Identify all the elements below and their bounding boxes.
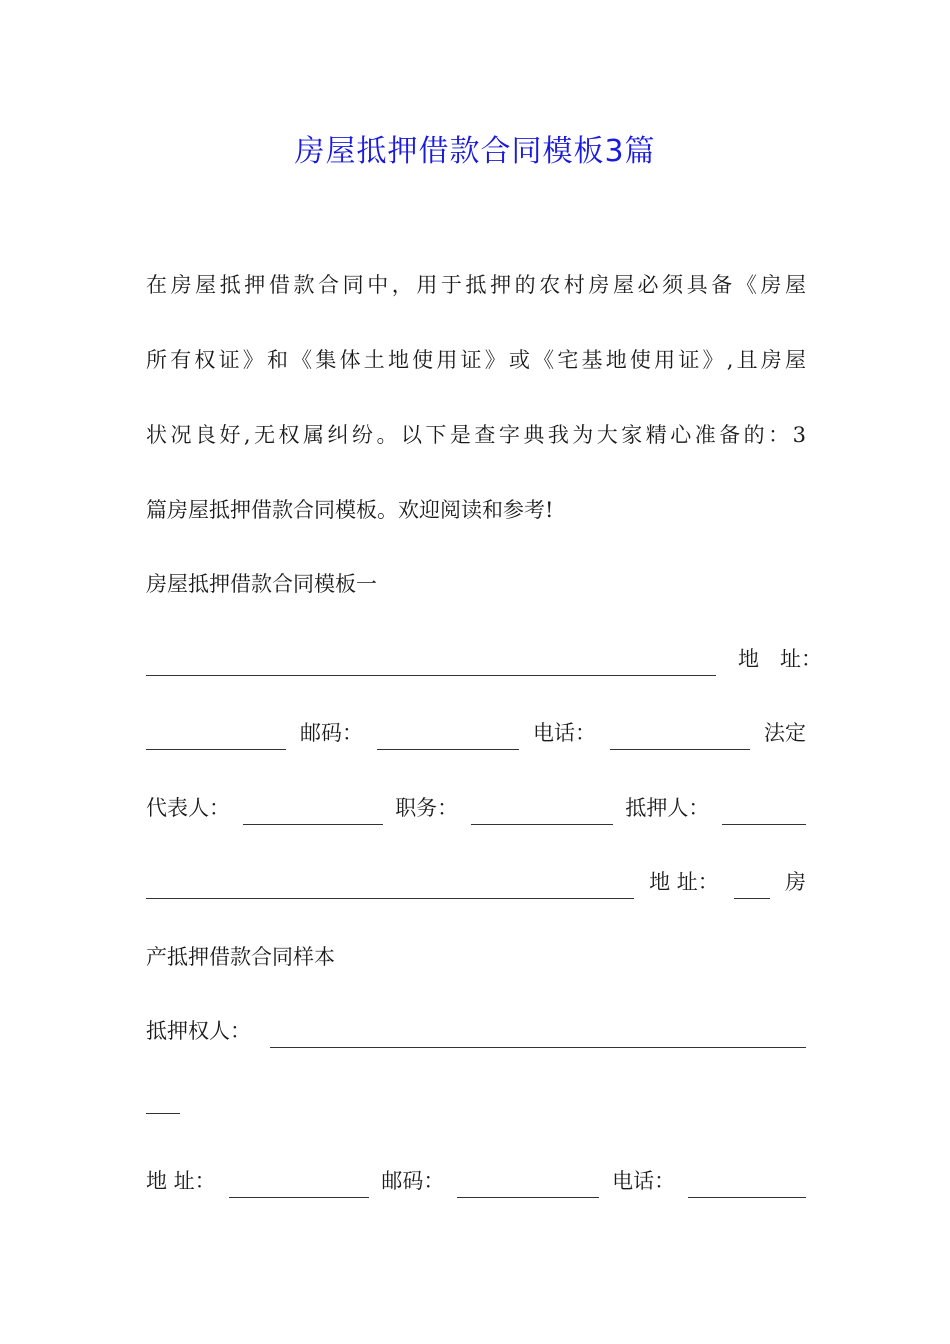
postcode-blank <box>377 725 519 750</box>
address-label-3: 地 址： <box>146 1169 216 1193</box>
mortgagee-label: 抵押权人： <box>146 1019 251 1043</box>
house-prefix: 房 <box>784 870 806 894</box>
intro-line-4: 篇房屋抵押借款合同模板。欢迎阅读和参考! <box>146 498 554 522</box>
position-label: 职务： <box>395 796 459 820</box>
mortgagor-blank <box>722 800 806 825</box>
legal-rep-label: 代表人： <box>146 796 230 820</box>
phone-label-2: 电话： <box>612 1169 676 1193</box>
phone-blank-2 <box>688 1173 806 1198</box>
form-row-4 <box>146 865 806 899</box>
section-heading: 房屋抵押借款合同模板一 <box>146 572 377 596</box>
form-row-2 <box>146 716 806 750</box>
intro-line-1: 在房屋抵押借款合同中，用于抵押的农村房屋必须具备《房屋 <box>146 273 806 297</box>
postcode-label-2: 邮码： <box>381 1169 445 1193</box>
sample-title: 产抵押借款合同样本 <box>146 945 335 969</box>
address-label: 地 址： <box>738 647 822 671</box>
form-row-7 <box>146 1164 806 1198</box>
legal-rep-prefix: 法定 <box>764 721 806 745</box>
address-blank <box>734 874 770 899</box>
mortgagor-label: 抵押人： <box>625 796 710 820</box>
intro-line-2: 所有权证》和《集体土地使用证》或《宅基地使用证》,且房屋 <box>146 348 806 372</box>
legal-rep-blank <box>243 800 383 825</box>
address-label-2: 地 址： <box>649 870 719 894</box>
postcode-blank-2 <box>457 1173 599 1198</box>
intro-line-3: 状况良好,无权属纠纷。以下是查字典我为大家精心准备的：3 <box>146 423 806 447</box>
address-blank-3 <box>229 1173 369 1198</box>
phone-label: 电话： <box>533 721 596 745</box>
form-row-5 <box>146 1014 806 1048</box>
form-row-3 <box>146 791 806 825</box>
postcode-label: 邮码： <box>300 721 363 745</box>
form-row-6 <box>146 1089 806 1123</box>
mortgagee-blank-continued <box>146 1089 180 1114</box>
form-row-1 <box>146 642 822 676</box>
phone-blank <box>610 725 750 750</box>
blank-field <box>146 651 716 676</box>
blank-field <box>146 725 286 750</box>
mortgagee-blank <box>270 1023 806 1048</box>
document-title: 房屋抵押借款合同模板3篇 <box>294 134 656 169</box>
position-blank <box>471 800 613 825</box>
blank-field <box>146 874 634 899</box>
